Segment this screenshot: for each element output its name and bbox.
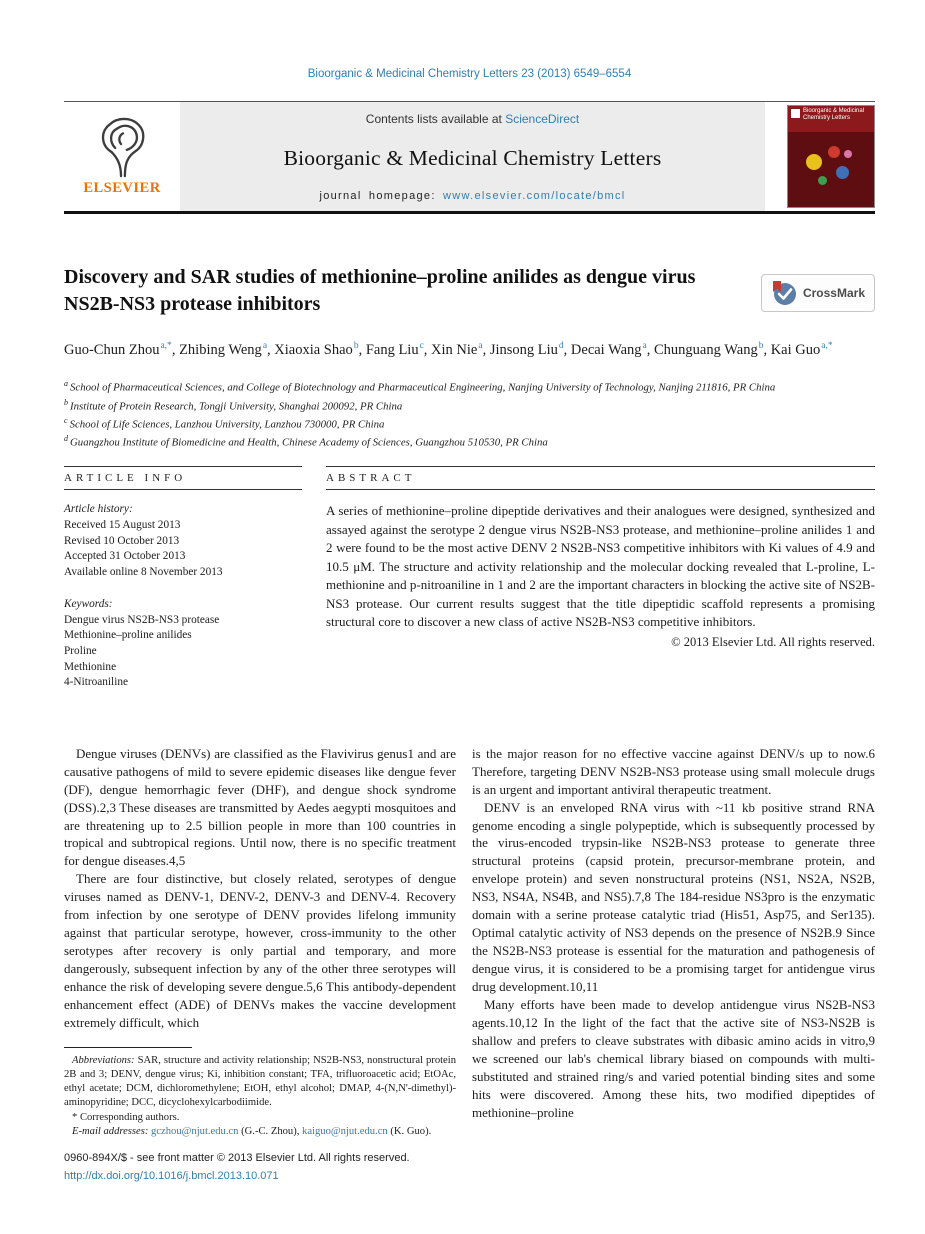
- abstract-column: [326, 466, 875, 690]
- keywords-label: Keywords:: [64, 598, 113, 611]
- abstract-text: A series of methionine–proline dipeptide derivatives and their analogues were designed, synthesized and assayed against the serotype 2 dengue virus NS2B-NS3 protease, and methionine–proline anilides 1 and 2 were found to be the most active DENV 2 NS2B-NS3 competitive inhibitors with Ki values of 4.9 and 10.5 μM. The structure and activity relationship and the molecular docking revealed that L-proline, L-methionine and p-nitroaniline in 1 and 2 are the important characters in blocking the active site of NS2B-NS3 protease. Our current results suggest that the title dipeptidic scaffold represents a promising structural core to discover a new class of active NS2B-NS3 competitive inhibitors.: [326, 503, 875, 630]
- footer-issn: 0960-894X/$ - see front matter © 2013 Elsevier Ltd. All rights reserved.: [64, 1152, 410, 1164]
- article-history-label: Article history:: [64, 503, 133, 516]
- author: Jinsong Liu$^d$,: [489, 341, 571, 358]
- article-info-heading: ARTICLE INFO: [64, 466, 302, 490]
- author: Chunguang Wang$^b$,: [654, 341, 771, 358]
- contents-line: [194, 112, 751, 126]
- cover-logo-icon: [791, 109, 800, 118]
- author: Xiaoxia Shao$^b$,: [274, 341, 366, 358]
- elsevier-wordmark: ELSEVIER: [83, 180, 161, 196]
- footnote-divider: [64, 1047, 192, 1048]
- crossmark-icon: [771, 280, 797, 306]
- page-footer: [64, 1150, 410, 1185]
- keyword-item: 4-Nitroaniline: [64, 676, 128, 689]
- article-title: Discovery and SAR studies of methionine–proline anilides as dengue virus NS2B-NS3 protease inhibitors: [64, 266, 696, 315]
- journal-cover-header: [788, 106, 874, 132]
- body-paragraph: Many efforts have been made to develop antidengue virus NS2B-NS3 agents.10,12 In the light of the fact that the active site of NS3-NS2B is shallow and prefers to cleave substrates with dibasic amino acids in vitro,9 we screened our lab's chemical library biased on compounds with multi-substituted and strained ring/s and varied potential binding sites and some hits were discovered. Among these hits, two modified dipeptides of methionine–proline: [472, 996, 875, 1120]
- sciencedirect-link[interactable]: ScienceDirect: [505, 112, 580, 126]
- history-item: Available online 8 November 2013: [64, 565, 223, 578]
- article-info-column: [64, 466, 302, 690]
- body-paragraph: There are four distinctive, but closely related, serotypes of dengue viruses named as DENV-1, DENV-2, DENV-3 and DENV-4. Recovery from infection by one serotype of DENV provides lifelong immunity against that particular serotype, however, cross-immunity to the other serotypes after recovery is only partial and temporary, and more dangerously, subsequent infection by any of the other three serotypes will enhance the risk of developing severe dengue.5,6 This antibody-dependent enhancement effect (ADE) of DENVs makes the vaccine development extremely difficult, which: [64, 871, 456, 1030]
- footnote-block: [64, 1054, 456, 1139]
- email-link[interactable]: gczhou@njut.edu.cn: [148, 1125, 239, 1137]
- abbreviations-note: Abbreviations: SAR, structure and activity relationship; NS2B-NS3, nonstructural protein 2B and 3; DENV, dengue virus; Ki, inhibition constant; TFA, trifluoroacetic acid; EtOAc, ethyl acetate; DCM, dichloromethylene; EtOH, ethyl alcohol; DMAP, 4-(N,N'-dimethyl)-aminopyridine; DCC, dicyclohexylcarbodiimide.: [64, 1054, 456, 1109]
- homepage-prefix: journal homepage:: [319, 190, 444, 202]
- affiliation-line: $^d$ Guangzhou Institute of Biomedicine and Health, Chinese Academy of Sciences, Guangzhou 510530, PR China: [64, 434, 548, 449]
- cover-molecule-dot: [836, 166, 849, 179]
- author: Decai Wang$^a$,: [570, 341, 655, 358]
- meta-section: [64, 466, 875, 690]
- abstract-heading: ABSTRACT: [326, 466, 875, 490]
- author-list: [64, 339, 875, 361]
- elsevier-logo: [64, 102, 180, 211]
- affiliation-line: $^b$ Institute of Protein Research, Tongji University, Shanghai 200092, PR China: [64, 397, 403, 413]
- cover-title: Bioorganic & Medicinal Chemistry Letters: [803, 108, 865, 122]
- body-paragraph: DENV is an enveloped RNA virus with ~11 kb positive strand RNA genome encoding a single polypeptide, which is subsequently processed by the virus-encoded trypsin-like NS2B-NS3 protease to generate three structural proteins (capsid protein, precursor-membrane protein, and envelope protein) and seven nonstructural proteins (NS1, NS2A, NS2B, NS3, NS4A, NS4B, and NS5).7,8 The 184-residue NS3pro is the enzymatic domain with a serine protease catalytic triad (His51, Asp75, and Ser135). Optimal catalytic activity of NS3 depends on the presence of NS2B.9 Since the NS2B-NS3 protease is essential for the maturation and pathogenesis of dengue virus, it is considered to be a promising target for antidengue virus drug development.10,11: [472, 799, 875, 994]
- body-column-right: [472, 745, 875, 1139]
- copyright-line: © 2013 Elsevier Ltd. All rights reserved.: [671, 634, 875, 649]
- affiliation-line: $^a$ School of Pharmaceutical Sciences, and College of Biotechnology and Pharmaceutical Engineering, Nanjing University of Technology, Nanjing 211816, PR China: [64, 379, 776, 395]
- masthead-band: [64, 101, 875, 214]
- history-item: Revised 10 October 2013: [64, 534, 180, 547]
- cover-box: [765, 102, 875, 211]
- masthead-panel: [180, 102, 765, 211]
- keyword-item: Dengue virus NS2B-NS3 protease: [64, 613, 220, 626]
- keyword-item: Methionine: [64, 660, 117, 673]
- elsevier-tree-icon: [91, 116, 153, 178]
- title-row: [64, 264, 875, 318]
- body-paragraph: Dengue viruses (DENVs) are classified as the Flavivirus genus1 and are causative pathogens of mild to severe epidemic diseases like dengue fever (DF), dengue hemorrhagic fever (DHF), and dengue shock syndrome (DSS).2,3 These diseases are transmitted by Aedes aegypti mosquitoes and are threatening up to 2.5 billion people in more than 100 countries in tropical and subtropical regions. Until now, there is no specific treatment for dengue diseases.4,5: [64, 745, 456, 869]
- journal-cover[interactable]: [787, 105, 875, 208]
- contents-prefix: Contents lists available at: [365, 112, 506, 126]
- author: Xin Nie$^a$,: [431, 341, 490, 358]
- email-link[interactable]: kaiguo@njut.edu.cn: [302, 1125, 388, 1137]
- homepage-line: [194, 190, 751, 202]
- cover-molecule-dot: [828, 146, 840, 158]
- crossmark-badge[interactable]: [761, 274, 875, 312]
- history-item: Received 15 August 2013: [64, 518, 181, 531]
- body-column-left: [64, 745, 456, 1139]
- corresponding-note: * Corresponding authors.: [72, 1111, 180, 1123]
- cover-molecule-dot: [806, 154, 822, 170]
- body-columns: [64, 745, 875, 1139]
- keyword-item: Proline: [64, 645, 97, 658]
- cover-molecule-dot: [818, 176, 827, 185]
- journal-ref-link[interactable]: Bioorganic & Medicinal Chemistry Letters 23 (2013) 6549–6554: [307, 68, 632, 80]
- journal-title: Bioorganic & Medicinal Chemistry Letters: [283, 145, 662, 170]
- footer-doi-link[interactable]: http://dx.doi.org/10.1016/j.bmcl.2013.10.071: [64, 1169, 279, 1182]
- author: Fang Liu$^c$,: [365, 341, 432, 358]
- keyword-item: Methionine–proline anilides: [64, 629, 192, 642]
- body-paragraph: is the major reason for no effective vaccine against DENV/s up to now.6 Therefore, targeting DENV NS2B-NS3 protease using small molecule drugs is an urgent and important antiviral therapeutic treatment.: [472, 745, 875, 797]
- journal-cover-art: [788, 132, 874, 207]
- author: Zhibing Weng$^a$,: [179, 341, 275, 358]
- author: Guo-Chun Zhou$^{a,*}$,: [64, 341, 180, 358]
- crossmark-label: CrossMark: [802, 286, 865, 300]
- cover-molecule-dot: [844, 150, 852, 158]
- email-note: E-mail addresses: gczhou@njut.edu.cn (G.-C. Zhou), kaiguo@njut.edu.cn (K. Guo).: [72, 1125, 432, 1137]
- affiliation-list: [64, 378, 875, 451]
- homepage-link[interactable]: www.elsevier.com/locate/bmcl: [443, 190, 626, 202]
- author: Kai Guo$^{a,*}$: [770, 341, 833, 358]
- affiliation-line: $^c$ School of Life Sciences, Lanzhou University, Lanzhou 730000, PR China: [64, 415, 385, 431]
- history-item: Accepted 31 October 2013: [64, 550, 186, 563]
